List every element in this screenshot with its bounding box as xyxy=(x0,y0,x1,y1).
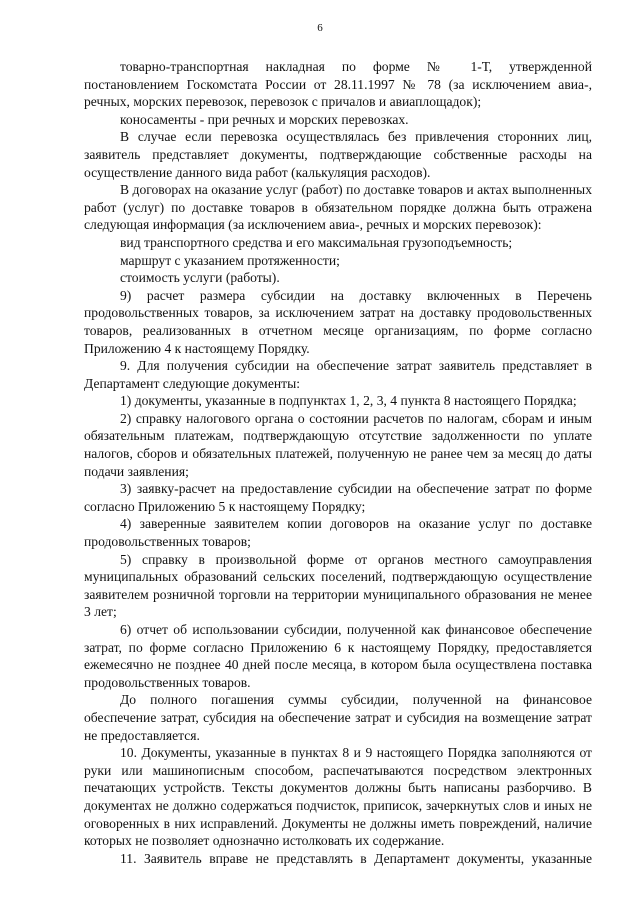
list-item-3: 3) заявку-расчет на предоставление субсидии на обеспечение затрат по форме согласно Приложению 5 к настоящему Порядку; xyxy=(84,481,592,514)
list-item-2: 2) справку налогового органа о состоянии расчетов по налогам, сборам и иным обязательным платежам, подтверждающую отсутствие задолженности по уплате налогов, сборов и обязательных платежей, полученную не ранее чем за месяц до даты подачи заявления; xyxy=(84,410,592,479)
paragraph-contract-info: В договорах на оказание услуг (работ) по доставке товаров и актах выполненных работ (услуг) по доставке товаров в обязательном порядке должна быть отражена следующая информация (за исключением авиа-, речных и морских перевозок): xyxy=(84,182,592,233)
paragraph-section-11: 11. Заявитель вправе не представлять в Департамент документы, указанные xyxy=(120,850,592,866)
document-body xyxy=(84,58,592,867)
list-item-route: маршрут с указанием протяженности; xyxy=(120,252,340,268)
list-item-cost: стоимость услуги (работы). xyxy=(120,270,280,286)
paragraph-ttn: товарно-транспортная накладная по форме № 1-Т, утвержденной постановлением Госкомстата России от 28.11.1997 № 78 (за исключением авиа-, речных, морских перевозок, перевозок с причалов и авиаплощадок); xyxy=(84,59,592,110)
paragraph-repayment: До полного погашения суммы субсидии, полученной на финансовое обеспечение затрат, субсидия на обеспечение затрат и субсидия на возмещение затрат не предоставляется. xyxy=(84,692,592,743)
list-item-1: 1) документы, указанные в подпунктах 1, 2, 3, 4 пункта 8 настоящего Порядка; xyxy=(120,393,577,409)
paragraph-own-transport: В случае если перевозка осуществлялась без привлечения сторонних лиц, заявитель представляет документы, подтверждающие собственные расходы на осуществление данного вида работ (калькуляция расходов). xyxy=(84,129,592,180)
list-item-5: 5) справку в произвольной форме от органов местного самоуправления муниципальных образований сельских поселений, подтверждающую осуществление заявителем розничной торговли на территории муниципального образования не менее 3 лет; xyxy=(84,551,592,620)
paragraph-item-9-calc: 9) расчет размера субсидии на доставку включенных в Перечень продовольственных товаров, за исключением затрат на доставку продовольственных товаров, реализованных в отчетном месяце организациям, по форме согласно Приложению 4 к настоящему Порядку. xyxy=(84,287,592,356)
list-item-4: 4) заверенные заявителем копии договоров на оказание услуг по доставке продовольственных товаров; xyxy=(84,516,592,550)
page-number: 6 xyxy=(317,22,323,34)
paragraph-section-9: 9. Для получения субсидии на обеспечение затрат заявитель представляет в Департамент следующие документы: xyxy=(84,358,592,391)
list-item-6: 6) отчет об использовании субсидии, полученной как финансовое обеспечение затрат, по форме согласно Приложению 6 к настоящему Порядку, предоставляется ежемесячно не позднее 40 дней после месяца, в котором была осуществлена поставка продовольственных товаров. xyxy=(84,622,592,690)
paragraph-konosament: коносаменты - при речных и морских перевозках. xyxy=(120,111,409,127)
list-item-vehicle: вид транспортного средства и его максимальная грузоподъемность; xyxy=(120,234,513,250)
paragraph-section-10: 10. Документы, указанные в пунктах 8 и 9 настоящего Порядка заполняются от руки или машинописным способом, распечатываются посредством электронных печатающих устройств. Тексты документов должны быть написаны разборчиво. В документах не должно содержаться подчисток, приписок, зачеркнутых слов и иных не оговоренных в них исправлений. Документы не должны иметь повреждений, наличие которых не позволяет однозначно истолковать их содержание. xyxy=(84,745,592,849)
